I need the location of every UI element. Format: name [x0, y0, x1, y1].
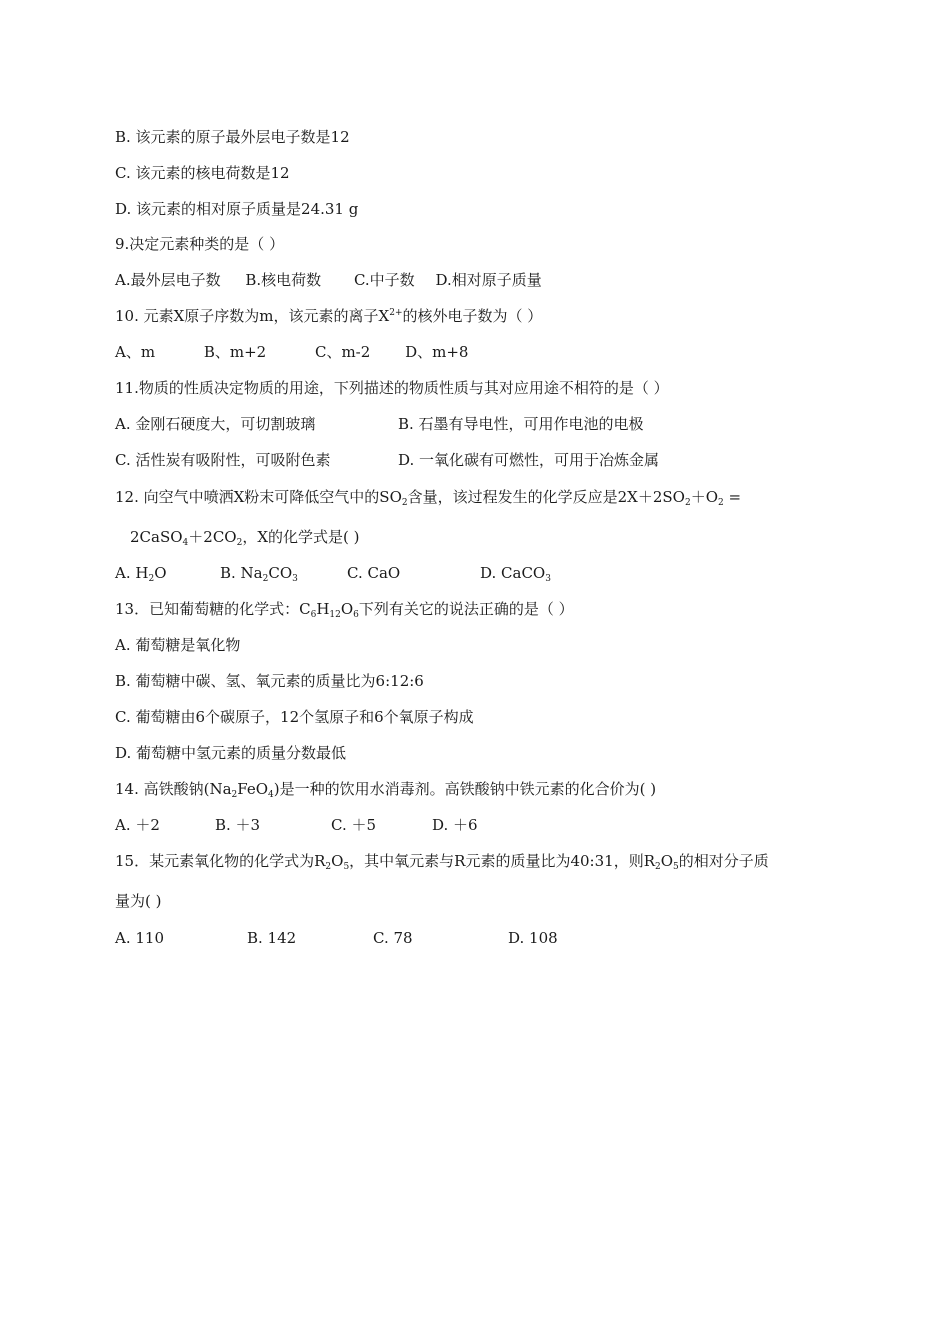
q12-product-2: ＋2CO	[188, 528, 237, 546]
q13-sub: 12	[329, 610, 341, 620]
q12-sub: 3	[545, 574, 551, 584]
q12-stem-line2	[130, 527, 360, 547]
q13-formula-h: H	[316, 600, 330, 618]
q12-sub: 2	[262, 574, 269, 584]
q9-option-d: D.相对原子质量	[435, 271, 542, 289]
q15-stem-text-2: ，其中氧元素与R元素的质量比为40:31，则R	[349, 852, 655, 870]
q15-option-b: B. 142	[247, 929, 297, 947]
q13-stem	[115, 599, 574, 619]
q15-stem-line2: 量为( )	[115, 892, 162, 910]
q14-option-a: A. ＋2	[115, 816, 160, 834]
q12-sub: 3	[292, 574, 298, 584]
q14-option-c: C. ＋5	[331, 816, 377, 834]
q11-option-a: A. 金刚石硬度大，可切割玻璃	[115, 415, 316, 433]
q10-charge: 2+	[389, 308, 403, 318]
q11-option-d: D. 一氧化碳有可燃性，可用于冶炼金属	[398, 451, 660, 469]
q15-sub: 5	[673, 862, 679, 872]
q12-option-c: C. CaO	[347, 564, 401, 582]
q12-option-b	[220, 563, 347, 583]
q10-option-c: C、m-2	[314, 343, 371, 361]
q10-option-b: B、m+2	[203, 343, 267, 361]
q15-option-c: C. 78	[373, 929, 413, 947]
q14-sub: 2	[231, 790, 238, 800]
q15-stem-line1	[115, 851, 769, 871]
q15-sub: 2	[325, 862, 332, 872]
q14-formula: FeO	[237, 780, 269, 798]
q15-formula-o: O	[331, 852, 344, 870]
q14-stem	[115, 779, 656, 799]
q14-stem-tail: )是一种的饮用水消毒剂。高铁酸钠中铁元素的化合价为( )	[273, 780, 657, 798]
q12-equals: =	[723, 488, 742, 506]
q11-options-row2	[115, 450, 659, 470]
q12-stem-text-3: ＋O	[690, 488, 719, 506]
q12-stem-text: 12. 向空气中喷洒X粉末可降低空气中的SO	[115, 488, 402, 506]
q13-option-a: A. 葡萄糖是氧化物	[115, 636, 241, 654]
q12-option-a	[115, 563, 220, 583]
q9-options	[115, 270, 542, 290]
q12-option-b-text: B. Na	[220, 564, 263, 582]
q13-sub: 6	[310, 610, 317, 620]
q12-option-b-tail: CO	[268, 564, 293, 582]
q13-option-c: C. 葡萄糖由6个碳原子，12个氢原子和6个氧原子构成	[115, 708, 474, 726]
q13-option-b: B. 葡萄糖中碳、氢、氧元素的质量比为6:12:6	[115, 672, 424, 690]
q14-option-b: B. ＋3	[215, 816, 261, 834]
q12-stem-tail: ，X的化学式是( )	[242, 528, 360, 546]
q15-stem-tail: 的相对分子质	[678, 852, 769, 870]
q12-option-a-text: A. H	[115, 564, 149, 582]
q11-option-c: C. 活性炭有吸附性，可吸附色素	[115, 451, 331, 469]
q12-sub: 2	[401, 498, 408, 508]
q10-options	[115, 342, 468, 362]
q15-sub: 2	[655, 862, 661, 872]
q12-sub: 2	[148, 574, 155, 584]
q13-formula-o: O	[340, 600, 354, 618]
q12-option-d-text: D. CaCO	[480, 564, 546, 582]
q15-option-d: D. 108	[508, 929, 558, 947]
q12-sub: 4	[182, 538, 189, 548]
q9-option-a: A.最外层电子数	[115, 271, 221, 289]
q12-sub: 2	[718, 498, 724, 508]
q8-option-d: D. 该元素的相对原子质量是24.31 g	[115, 200, 359, 218]
q10-stem-text: 10. 元素X原子序数为m，该元素的离子X	[115, 307, 390, 325]
q10-stem	[115, 306, 542, 326]
q9-stem: 9.决定元素种类的是（ ）	[115, 235, 285, 253]
q12-option-a-tail: O	[154, 564, 167, 582]
q9-option-b: B.核电荷数	[245, 271, 322, 289]
q15-sub: 5	[343, 862, 350, 872]
q10-stem-tail: 的核外电子数为（ ）	[402, 307, 543, 325]
q12-options	[115, 563, 551, 583]
q12-stem-line1	[115, 487, 741, 507]
q12-product-1: 2CaSO	[130, 528, 183, 546]
q14-options	[115, 815, 478, 835]
q11-stem: 11.物质的性质决定物质的用途，下列描述的物质性质与其对应用途不相符的是（ ）	[115, 379, 669, 397]
q13-option-d: D. 葡萄糖中氢元素的质量分数最低	[115, 744, 347, 762]
q15-option-a: A. 110	[115, 929, 164, 947]
q14-option-d: D. ＋6	[432, 816, 478, 834]
q12-sub: 2	[236, 538, 243, 548]
q12-option-d	[480, 563, 551, 583]
q13-sub: 6	[353, 610, 359, 620]
q8-option-b: B. 该元素的原子最外层电子数是12	[115, 128, 350, 146]
q12-stem-text-2: 含量，该过程发生的化学反应是2X＋2SO	[407, 488, 685, 506]
q11-options-row1	[115, 414, 644, 434]
q13-stem-text: 13．已知葡萄糖的化学式：C	[115, 600, 311, 618]
q15-stem-text: 15．某元素氧化物的化学式为R	[115, 852, 326, 870]
q10-option-a: A、m	[115, 343, 156, 361]
q10-option-d: D、m+8	[405, 343, 469, 361]
q9-option-c: C.中子数	[353, 271, 415, 289]
q13-stem-tail: 下列有关它的说法正确的是（ ）	[358, 600, 574, 618]
q12-sub: 2	[684, 498, 691, 508]
q15-options	[115, 928, 558, 948]
q11-option-b: B. 石墨有导电性，可用作电池的电极	[398, 415, 644, 433]
q8-option-c: C. 该元素的核电荷数是12	[115, 164, 290, 182]
q14-stem-text: 14. 高铁酸钠(Na	[115, 780, 232, 798]
q15-formula-o-2: O	[660, 852, 674, 870]
q14-sub: 4	[268, 790, 274, 800]
